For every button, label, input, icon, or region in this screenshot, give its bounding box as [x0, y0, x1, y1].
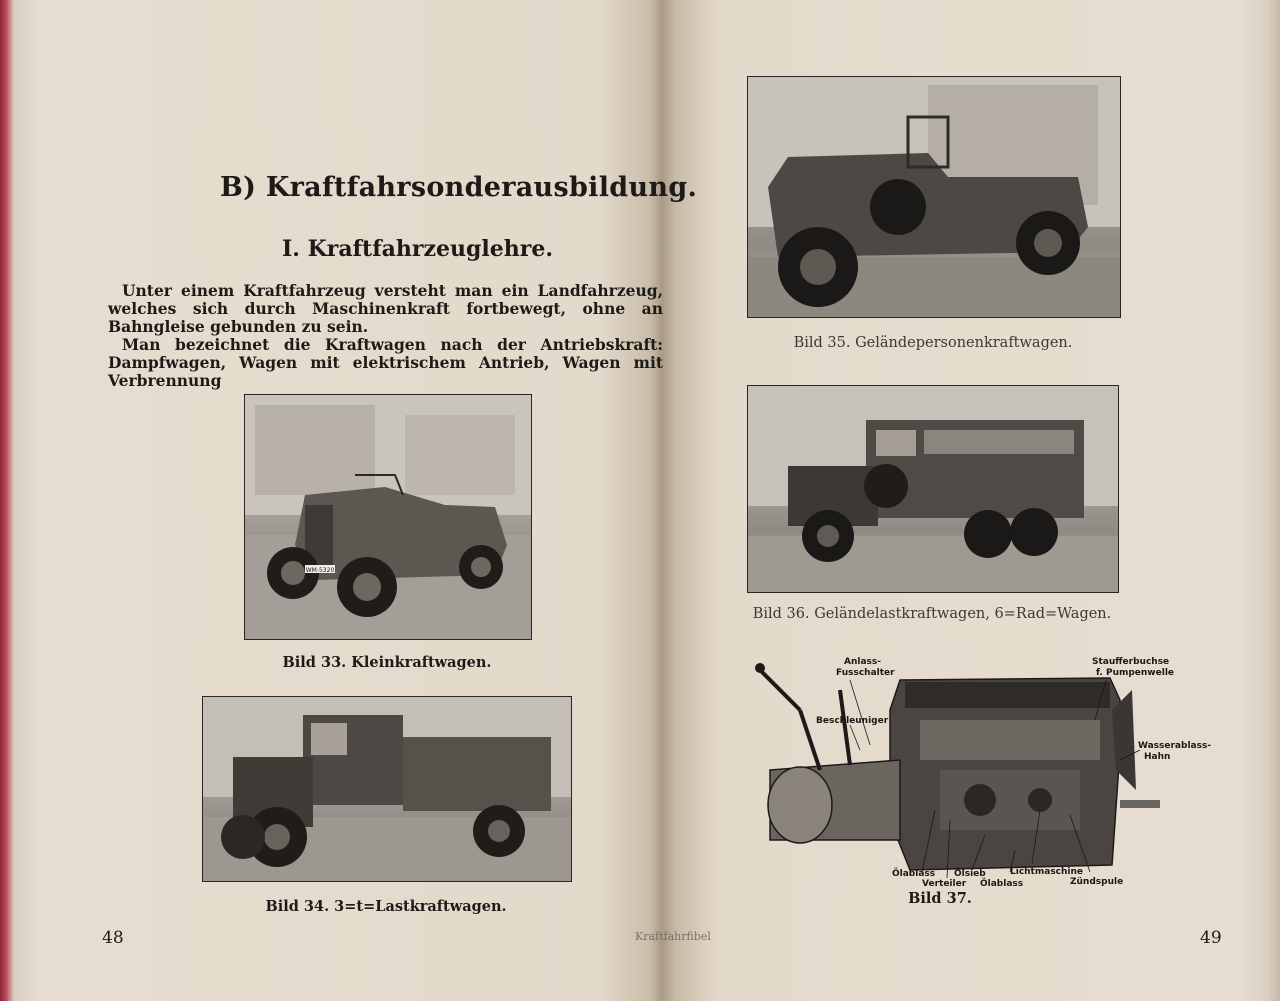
photo-lastkraftwagen	[202, 696, 572, 882]
caption-bild-34: Bild 34. 3=t=Lastkraftwagen.	[265, 898, 507, 915]
caption-bild-35: Bild 35. Geländepersonenkraftwagen.	[793, 335, 1073, 351]
caption-bild-37: Bild 37.	[908, 890, 972, 907]
paragraph-2: Man bezeichnet die Kraftwagen nach der Antriebskraft: Dampfwagen, Wagen mit elektrischem Antrieb, Wagen mit Verbrennung	[108, 335, 663, 390]
label-wasser1: Wasserablass-	[1138, 741, 1212, 751]
page-number-right: 49	[1200, 928, 1222, 948]
label-anlass1: Anlass-	[844, 657, 881, 667]
label-olablass-left: Ölablass	[892, 869, 936, 879]
section-heading: B) Kraftfahrsonderausbildung.	[220, 172, 698, 203]
page-number-left: 48	[102, 928, 124, 948]
label-olablass-mid: Ölablass	[980, 879, 1024, 889]
label-wasser2: Hahn	[1144, 752, 1171, 762]
footer-stamp: Kraftfahrfibel	[635, 930, 711, 943]
photo-gelaendelastkraftwagen	[747, 385, 1119, 593]
label-zundspule: Zündspule	[1070, 877, 1124, 887]
label-lichtmaschine: Lichtmaschine	[1010, 867, 1084, 877]
photo-kleinkraftwagen	[244, 394, 532, 640]
license-plate: WM-5320	[305, 567, 335, 574]
caption-bild-36: Bild 36. Geländelastkraftwagen, 6=Rad=Wagen.	[752, 606, 1112, 622]
label-olsieb: Ölsieb	[954, 869, 986, 879]
label-beschleuniger: Beschleuniger	[816, 716, 889, 726]
label-stauffer2: f. Pumpenwelle	[1096, 668, 1175, 678]
label-anlass2: Fusschalter	[836, 668, 895, 678]
caption-bild-33: Bild 33. Kleinkraftwagen.	[282, 654, 492, 671]
paragraph-1: Unter einem Kraftfahrzeug versteht man ein Landfahrzeug, welches sich durch Maschinenkraft fortbewegt, ohne an Bahngleise gebunden zu sein.	[108, 281, 663, 336]
subsection-heading: I. Kraftfahrzeuglehre.	[282, 236, 553, 262]
right-page	[680, 0, 1250, 1001]
photo-gelaendepersonenkraftwagen	[747, 76, 1121, 318]
body-text	[108, 282, 663, 390]
label-verteiler: Verteiler	[922, 879, 967, 889]
label-stauffer1: Staufferbuchse	[1092, 657, 1170, 667]
engine-diagram	[740, 650, 1240, 890]
